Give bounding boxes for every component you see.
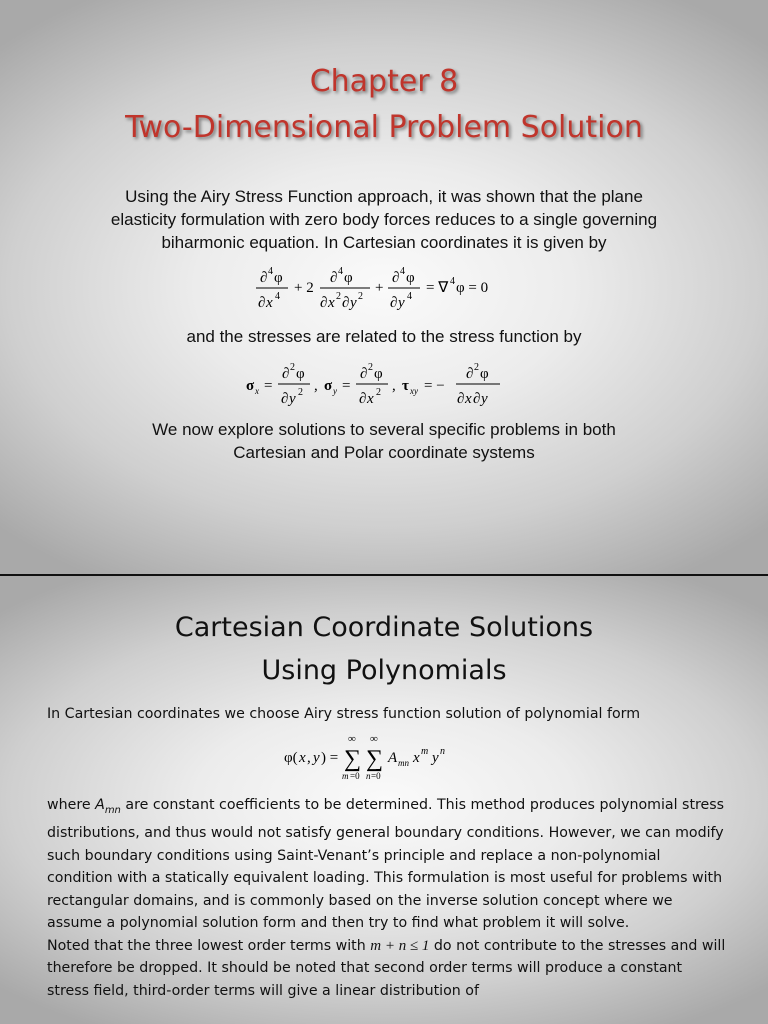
svg-text:) =: ) =: [321, 750, 339, 766]
svg-text:∞: ∞: [348, 733, 356, 745]
svg-text:=: =: [264, 378, 273, 394]
slide-polynomial-solutions: [0, 576, 768, 1024]
svg-text:∂: ∂: [342, 295, 350, 311]
biharmonic-equation: [0, 262, 768, 320]
svg-text:+ 2: + 2: [294, 280, 314, 296]
svg-text:m: m: [421, 746, 429, 757]
svg-text:∑: ∑: [366, 746, 384, 772]
slide2-body-text: [47, 794, 727, 1002]
slide1-title-line2: Two-Dimensional Problem Solution: [125, 110, 643, 145]
slide1-explore-text: [40, 418, 728, 464]
svg-text:φ: φ: [296, 366, 305, 382]
svg-text:m: m: [342, 771, 349, 781]
svg-text:4: 4: [400, 266, 405, 277]
svg-text:2: 2: [358, 291, 363, 302]
svg-text:φ(: φ(: [284, 750, 298, 766]
svg-text:4: 4: [407, 291, 412, 302]
svg-text:∂: ∂: [466, 366, 474, 382]
polynomial-series-equation: [0, 728, 768, 786]
svg-text:=: =: [342, 378, 351, 394]
svg-text:x: x: [299, 750, 306, 766]
svg-text:∂: ∂: [392, 270, 400, 286]
svg-text:∞: ∞: [370, 733, 378, 745]
where-text: where: [47, 797, 96, 813]
slide2-intro-text: In Cartesian coordinates we choose Airy stress function solution of polynomial form: [47, 706, 641, 722]
svg-text:A: A: [388, 750, 398, 766]
svg-text:+: +: [375, 280, 384, 296]
svg-text:∂: ∂: [282, 366, 290, 382]
svg-text:y: y: [481, 391, 488, 407]
svg-text:2: 2: [336, 291, 341, 302]
svg-text:φ: φ: [406, 270, 415, 286]
svg-text:2: 2: [298, 387, 303, 398]
intro-line-2: elasticity formulation with zero body forces reduces to a single governing: [110, 210, 658, 229]
svg-text:y: y: [398, 295, 405, 311]
svg-text:φ: φ: [344, 270, 353, 286]
svg-text:∂: ∂: [390, 295, 398, 311]
intro-line-1: Using the Airy Stress Function approach, it was shown that the plane: [125, 187, 643, 206]
svg-text:τ: τ: [402, 378, 409, 394]
lowest-order-start: Noted that the three lowest order terms with: [47, 937, 371, 954]
svg-text:,: ,: [392, 378, 396, 394]
svg-text:2: 2: [290, 362, 295, 373]
svg-text:=0: =0: [350, 771, 360, 781]
svg-text:y: y: [432, 750, 439, 766]
svg-text:= ∇: = ∇: [426, 280, 449, 296]
svg-text:n: n: [366, 771, 371, 781]
svg-text:= −: = −: [424, 378, 445, 394]
svg-text:2: 2: [368, 362, 373, 373]
slide2-title-line2: Using Polynomials: [261, 655, 507, 686]
svg-text:σ: σ: [246, 378, 255, 394]
svg-text:2: 2: [376, 387, 381, 398]
svg-text:4: 4: [275, 291, 280, 302]
coefficient-symbol: A: [95, 797, 105, 813]
slide1-title-line1: Chapter 8: [309, 64, 459, 99]
svg-text:y: y: [313, 750, 320, 766]
svg-text:4: 4: [268, 266, 273, 277]
svg-text:x: x: [255, 386, 259, 396]
svg-text:x: x: [328, 295, 335, 311]
svg-text:∂: ∂: [260, 270, 268, 286]
svg-text:φ: φ: [274, 270, 283, 286]
svg-text:x: x: [367, 391, 374, 407]
svg-text:y: y: [289, 391, 296, 407]
coefficient-subscript: mn: [104, 804, 121, 816]
svg-text:φ: φ: [374, 366, 383, 382]
svg-text:x: x: [465, 391, 472, 407]
svg-text:∂: ∂: [457, 391, 465, 407]
svg-text:,: ,: [314, 378, 318, 394]
stress-equations: [0, 358, 768, 416]
paragraph-lowest-order: [47, 935, 727, 1003]
explore-line-1: We now explore solutions to several specific problems in both: [152, 420, 616, 439]
paragraph-where: [47, 794, 727, 935]
explore-line-2: Cartesian and Polar coordinate systems: [233, 443, 535, 462]
lowest-order-rest: do not contribute to the stresses and will therefore be dropped. It should be noted that second order terms will produce a constant stress field, third-order terms will give a linear distribution of: [47, 937, 726, 999]
svg-text:y: y: [350, 295, 357, 311]
svg-text:y: y: [333, 386, 337, 396]
svg-text:∂: ∂: [330, 270, 338, 286]
svg-text:φ: φ: [480, 366, 489, 382]
stress-intro-text: and the stresses are related to the stress function by: [186, 327, 582, 346]
svg-text:σ: σ: [324, 378, 333, 394]
intro-line-3: biharmonic equation. In Cartesian coordinates it is given by: [161, 233, 607, 252]
slide2-title-line1: Cartesian Coordinate Solutions: [174, 612, 594, 643]
svg-text:xy: xy: [410, 386, 418, 396]
svg-text:∂: ∂: [360, 366, 368, 382]
svg-text:x: x: [413, 750, 420, 766]
svg-text:∂: ∂: [359, 391, 367, 407]
svg-text:φ = 0: φ = 0: [456, 280, 489, 296]
order-condition: m + n ≤ 1: [370, 937, 430, 954]
svg-text:∂: ∂: [281, 391, 289, 407]
svg-text:4: 4: [338, 266, 343, 277]
svg-text:∂: ∂: [473, 391, 481, 407]
svg-text:,: ,: [307, 750, 311, 766]
svg-text:∑: ∑: [344, 746, 362, 772]
slide1-intro-text: [40, 185, 728, 254]
paragraph-where-rest: are constant coefficients to be determined. This method produces polynomial stress distributions, and thus would not satisfy general boundary conditions. However, we can modify such boundary conditions using Saint-Venant’s principle and replace a non-polynomial condition with a statically equivalent loading. This formulation is most useful for problems with rectangular domains, and is commonly based on the inverse solution concept where we assume a polynomial solution form and then try to find what problem it will solve.: [47, 797, 725, 932]
svg-text:mn: mn: [398, 758, 409, 768]
svg-text:=0: =0: [371, 771, 381, 781]
svg-text:x: x: [266, 295, 273, 311]
svg-text:∂: ∂: [258, 295, 266, 311]
svg-text:∂: ∂: [320, 295, 328, 311]
svg-text:2: 2: [474, 362, 479, 373]
svg-text:n: n: [440, 746, 445, 757]
svg-text:4: 4: [450, 276, 455, 287]
